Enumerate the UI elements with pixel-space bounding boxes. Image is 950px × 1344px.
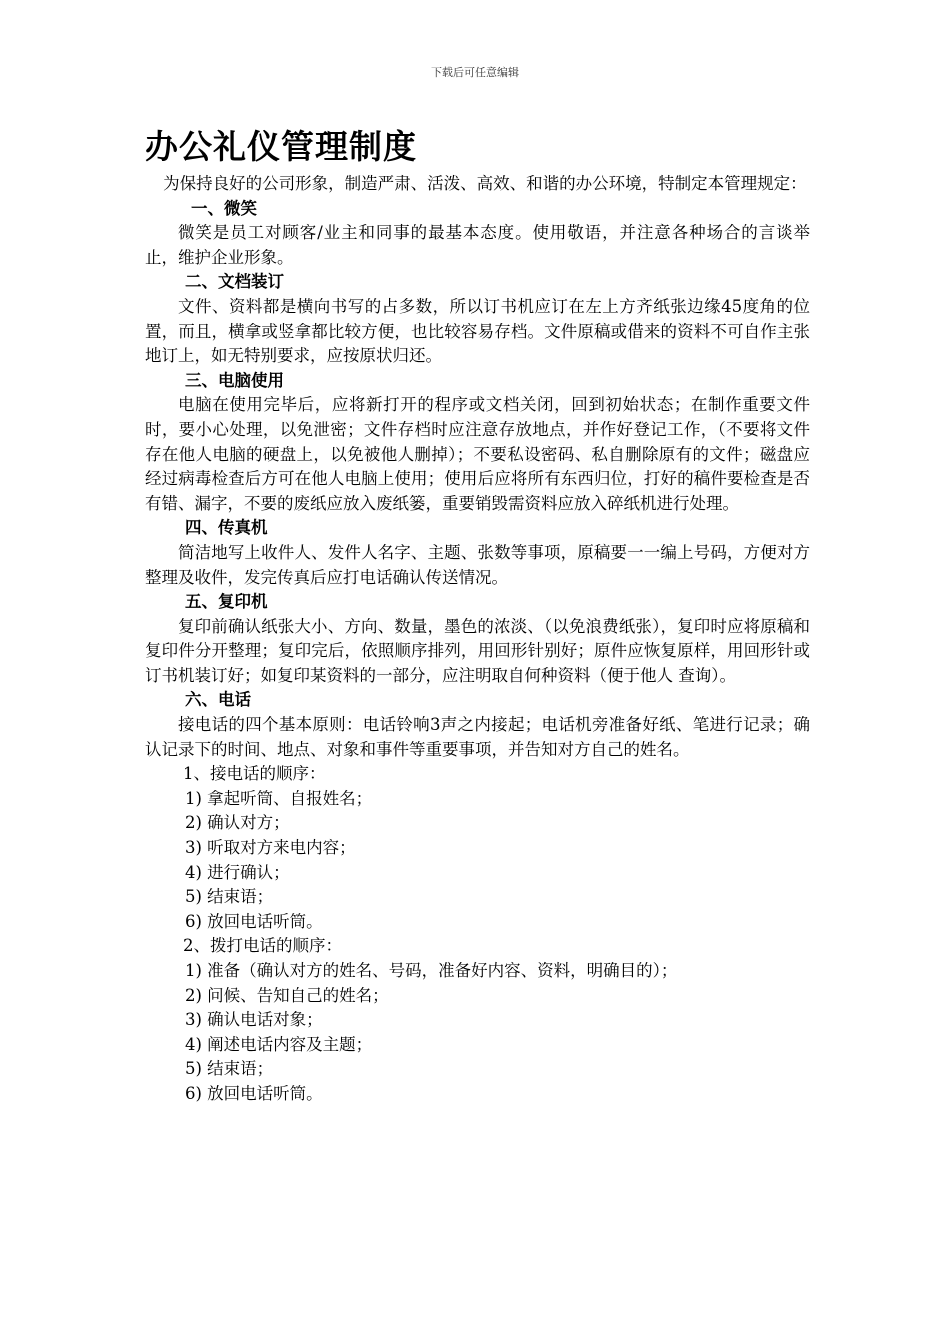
list-item: 2) 问候、告知自己的姓名； xyxy=(185,985,389,1005)
list-item: 1) 准备（确认对方的姓名、号码，准备好内容、资料，明确目的）； xyxy=(185,961,678,980)
list-item: 5) 结束语； xyxy=(185,1059,274,1079)
section-heading: 一、微笑 xyxy=(191,198,257,218)
list-item: 4) 进行确认； xyxy=(185,862,290,882)
section-body: 接电话的四个基本原则：电话铃响3声之内接起；电话机旁准备好纸、笔进行记录；确认记录下的时间、地点、对象和事件等重要事项，并告知对方自己的姓名。 xyxy=(145,715,810,759)
list-item: 6) 放回电话听筒。 xyxy=(185,911,323,931)
section-body: 微笑是员工对顾客/业主和同事的最基本态度。使用敬语，并注意各种场合的言谈举止，维护企业形象。 xyxy=(145,223,810,267)
section-heading: 四、传真机 xyxy=(185,518,268,538)
document-title: 办公礼仪管理制度 xyxy=(145,127,417,166)
section-binding xyxy=(145,270,810,368)
list-item: 2) 确认对方； xyxy=(185,813,290,833)
section-heading: 六、电话 xyxy=(185,690,251,710)
section-heading: 五、复印机 xyxy=(185,592,268,612)
section-body: 电脑在使用完毕后，应将新打开的程序或文档关闭，回到初始状态；在制作重要文件时，要小心处理，以免泄密；文件存档时应注意存放地点，并作好登记工作，（不要将文件存在他人电脑的硬盘上，以免被他人删掉）；不要私设密码、私自删除原有的文件；磁盘应经过病毒检查后方可在他人电脑上使用；使用后应将所有东西归位，打好的稿件要检查是否有错、漏字，不要的废纸应放入废纸篓，重要销毁需资料应放入碎纸机进行处理。 xyxy=(145,395,810,513)
section-fax xyxy=(145,516,810,590)
list-title: 2、拨打电话的顺序： xyxy=(183,936,342,956)
section-heading: 二、文档装订 xyxy=(185,272,284,292)
list-title: 1、接电话的顺序： xyxy=(183,764,326,784)
make-call-list xyxy=(145,934,810,1106)
list-item: 3) 确认电话对象； xyxy=(185,1010,323,1030)
header-note: 下载后可任意编辑 xyxy=(431,66,519,79)
section-phone xyxy=(145,688,810,762)
document-body xyxy=(145,122,810,1107)
section-body: 复印前确认纸张大小、方向、数量，墨色的浓淡、（以免浪费纸张），复印时应将原稿和复印件分开整理；复印完后，依照顺序排列，用回形针别好；原件应恢复原样，用回形针或订书机装订好；如复印某资料的一部分，应注明取自何种资料（便于他人 查询）。 xyxy=(145,616,810,685)
intro-paragraph: 为保持良好的公司形象，制造严肃、活泼、高效、和谐的办公环境，特制定本管理规定： xyxy=(163,174,807,193)
list-item: 1) 拿起听筒、自报姓名； xyxy=(185,788,373,808)
section-copier xyxy=(145,590,810,688)
section-smile xyxy=(145,197,810,271)
answer-phone-list xyxy=(145,762,810,934)
section-body: 文件、资料都是横向书写的占多数，所以订书机应订在左上方齐纸张边缘45度角的位置，而且，横拿或竖拿都比较方便，也比较容易存档。文件原稿或借来的资料不可自作主张地订上，如无特别要求，应按原状归还。 xyxy=(145,296,810,366)
list-item: 4) 阐述电话内容及主题； xyxy=(185,1034,373,1054)
list-item: 5) 结束语； xyxy=(185,887,274,907)
list-item: 6) 放回电话听筒。 xyxy=(185,1083,323,1103)
list-item: 3) 听取对方来电内容； xyxy=(185,838,356,858)
section-body: 简洁地写上收件人、发件人名字、主题、张数等事项，原稿要一一编上号码，方便对方整理及收件，发完传真后应打电话确认传送情况。 xyxy=(145,542,810,587)
section-heading: 三、电脑使用 xyxy=(185,370,284,390)
section-computer xyxy=(145,369,810,517)
